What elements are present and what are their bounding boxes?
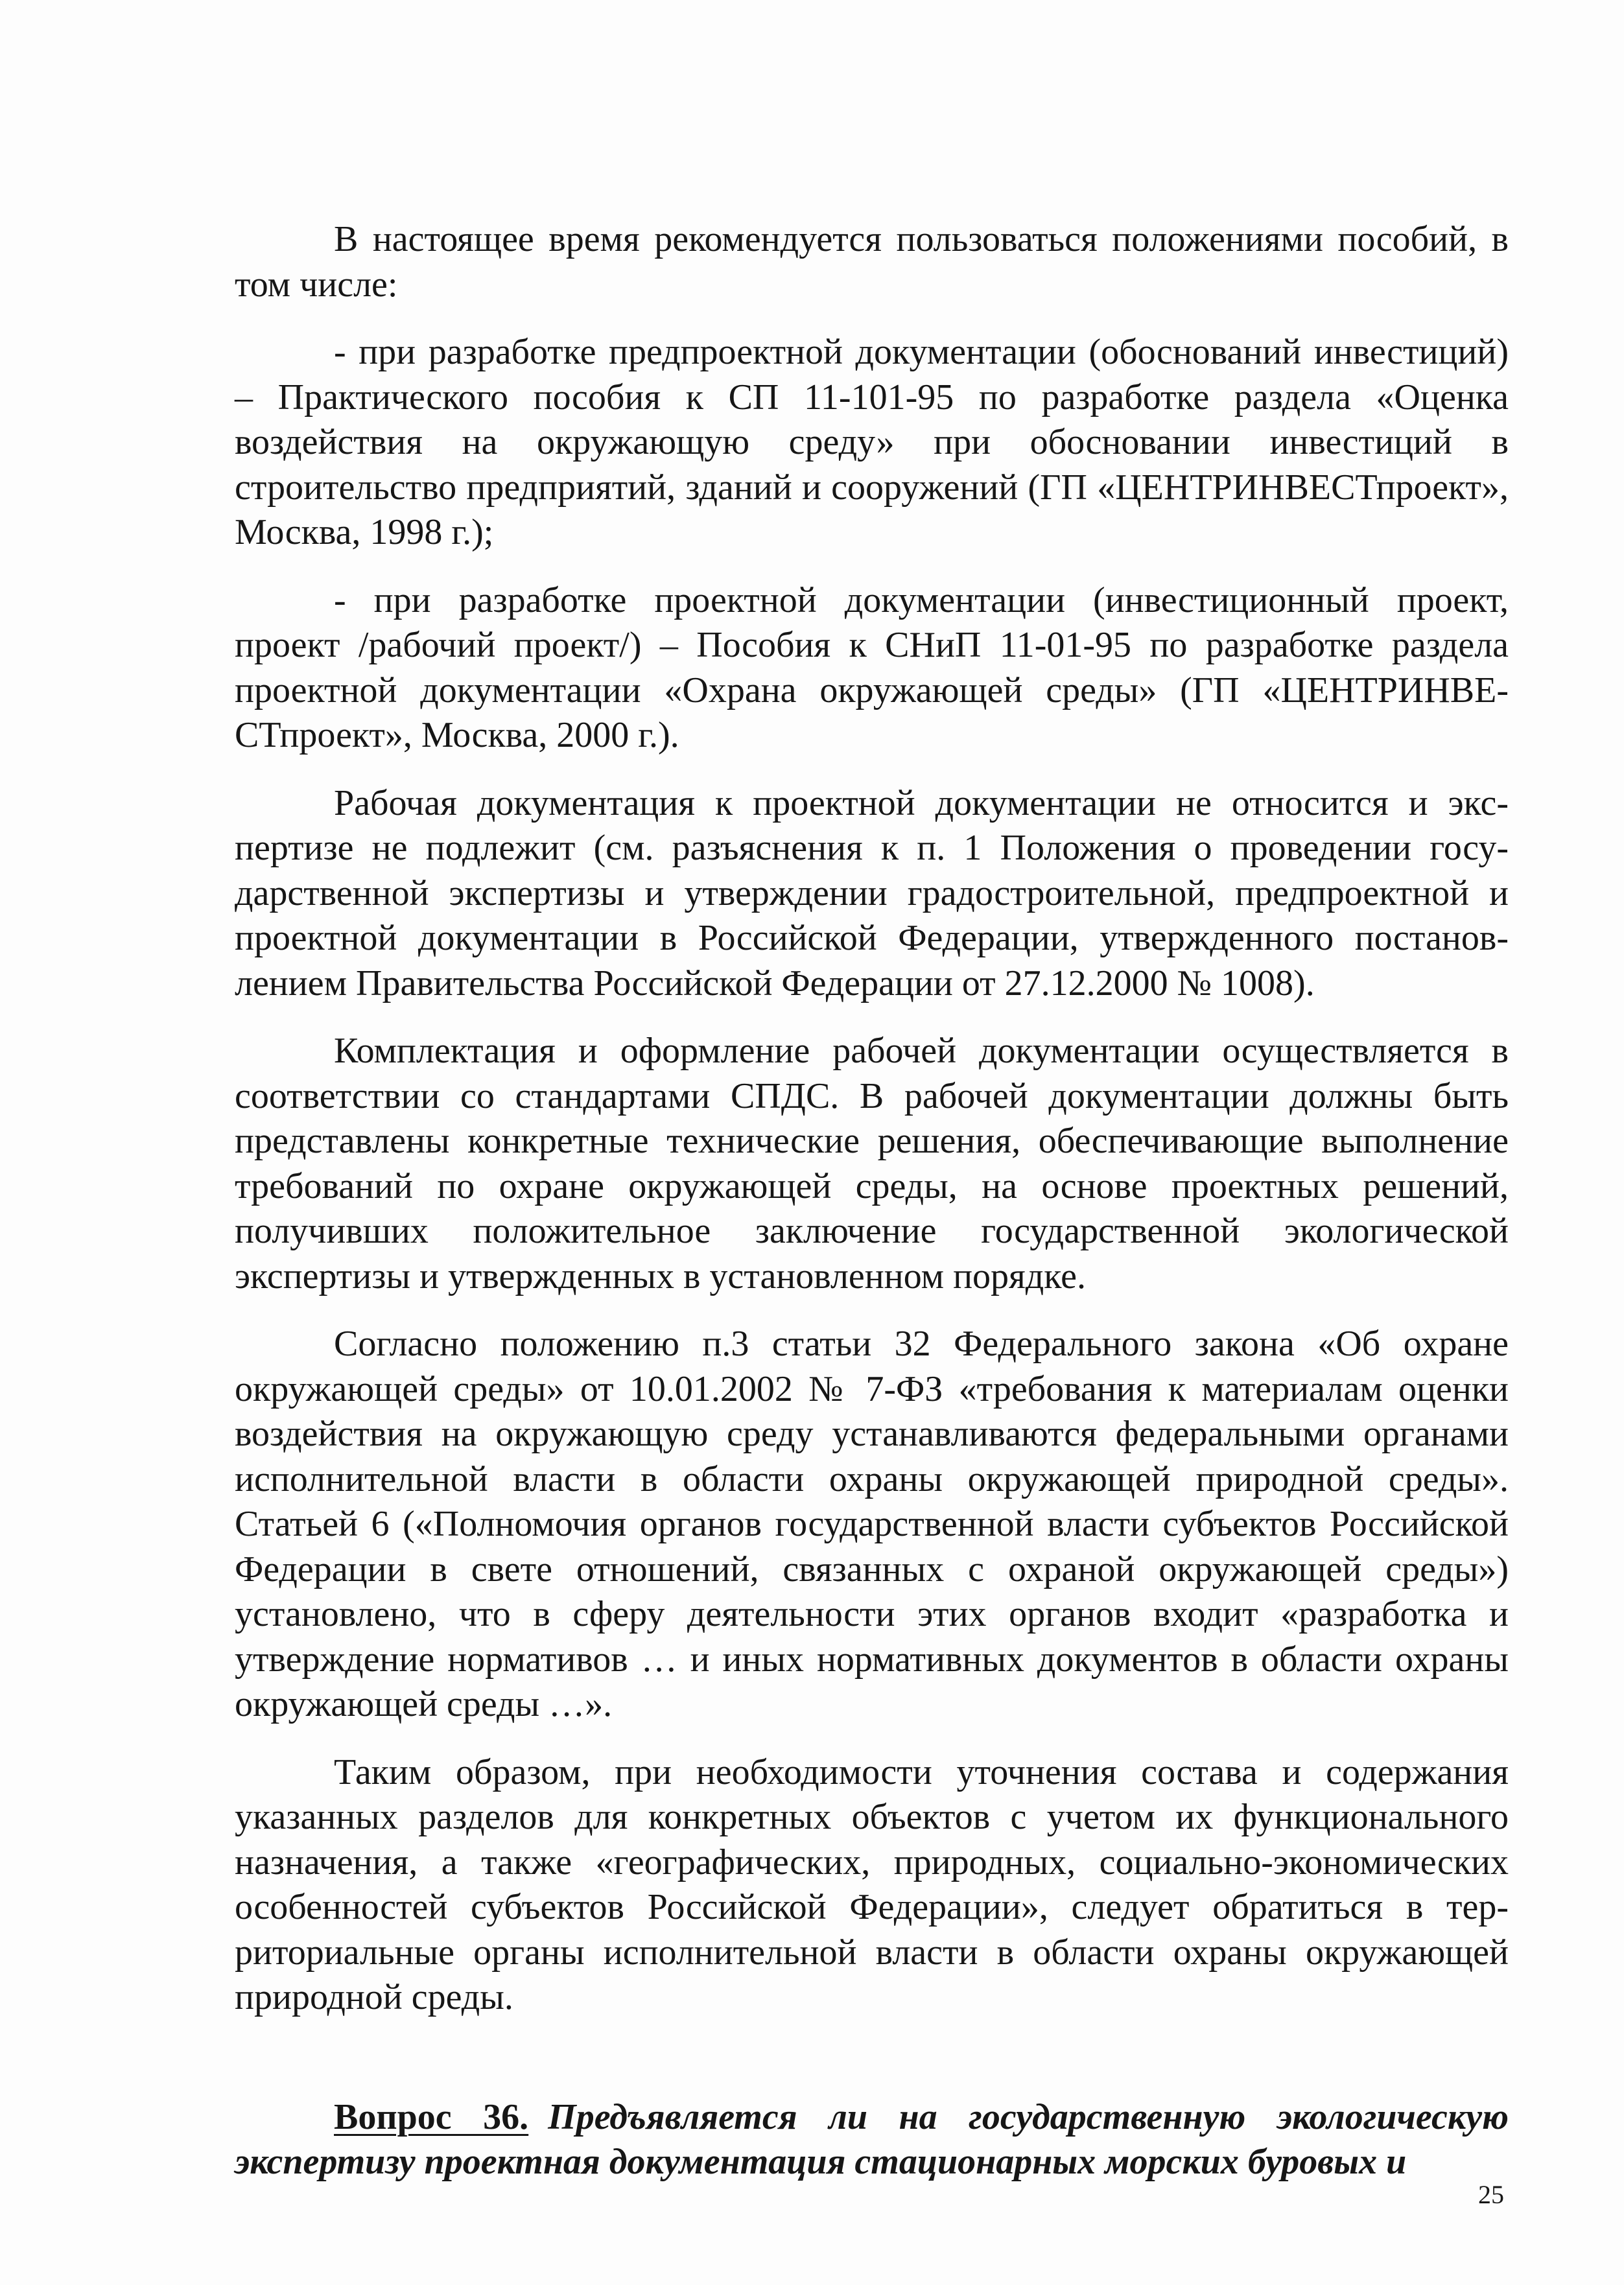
paragraph-preproject-docs: - при разработке предпроектной документации (обоснований инвестиций) – Практического пособия к СП 11-101-95 по разработке раздела «Оценка воздействия на окружающую среду» при обосновании инвестиций в строительство предприятий, зданий и сооружений (ГП «ЦЕНТРИНВЕСТпроект», Москва, 1998 г.); — [235, 332, 1509, 552]
paragraph-conclusion: Таким образом, при необходимости уточнения состава и содержания указанных разделов для конкретных объектов с учетом их функционального назначения, а также «географических, природных, социально-экономических особенностей субъектов Российской Федерации», следует обратиться в территориальные органы исполнительной власти в области охраны окружающей природной среды. — [235, 1752, 1509, 2017]
question-heading — [235, 2095, 1509, 2185]
paragraph-intro: В настоящее время рекомендуется пользоваться положениями пособий, в том числе: — [235, 219, 1509, 305]
paragraph-working-docs: Рабочая документация к проектной документации не относится и экспертизе не подлежит (см. разъяснения к п. 1 Положения о проведении государственной экспертизы и утверждении градостроительной, предпроектной и проектной документации в Российской Федерации, утвержденного постановлением Правительства Российской Федерации от 27.12.2000 № 1008). — [235, 782, 1509, 1003]
question-text: Предъявляется ли на государственную экологическую экспертизу проектная документация стационарных морских буровых и — [235, 2096, 1509, 2182]
page-number: 25 — [1478, 2180, 1504, 2209]
paragraph-federal-law: Согласно положению п.3 статьи 32 Федерального закона «Об охране окружающей среды» от 10.01.2002 № 7-ФЗ «требования к материалам оценки воздействия на окружающую среду устанавливаются федеральными органами исполнительной власти в области охраны окружающей природной среды». Статьей 6 («Полномочия органов государственной власти субъектов Российской Федерации в свете отношений, связанных с охраной окружающей среды») установлено, что в сферу деятельности этих органов входит «разработка и утверждение нормативов … и иных нормативных документов в области охраны окружающей среды …». — [235, 1324, 1509, 1724]
question-label: Вопрос 36. — [334, 2096, 529, 2137]
paragraph-project-docs: - при разработке проектной документации (инвестиционный проект, проект /рабочий проект/) – Пособия к СНиП 11-01-95 по разработке раздела проектной документации «Охрана окружающей среды» (ГП «ЦЕНТРИНВЕСТпроект», Москва, 2000 г.). — [235, 580, 1509, 755]
paragraph-spds: Комплектация и оформление рабочей документации осуществляется в соответствии со стандартами СПДС. В рабочей документации должны быть представлены конкретные технические решения, обеспечивающие выполнение требований по охране окружающей среды, на основе проектных решений, получивших положительное заключение государственной экологической экспертизы и утвержденных в установленном порядке. — [235, 1031, 1509, 1296]
page-body — [235, 217, 1509, 2208]
